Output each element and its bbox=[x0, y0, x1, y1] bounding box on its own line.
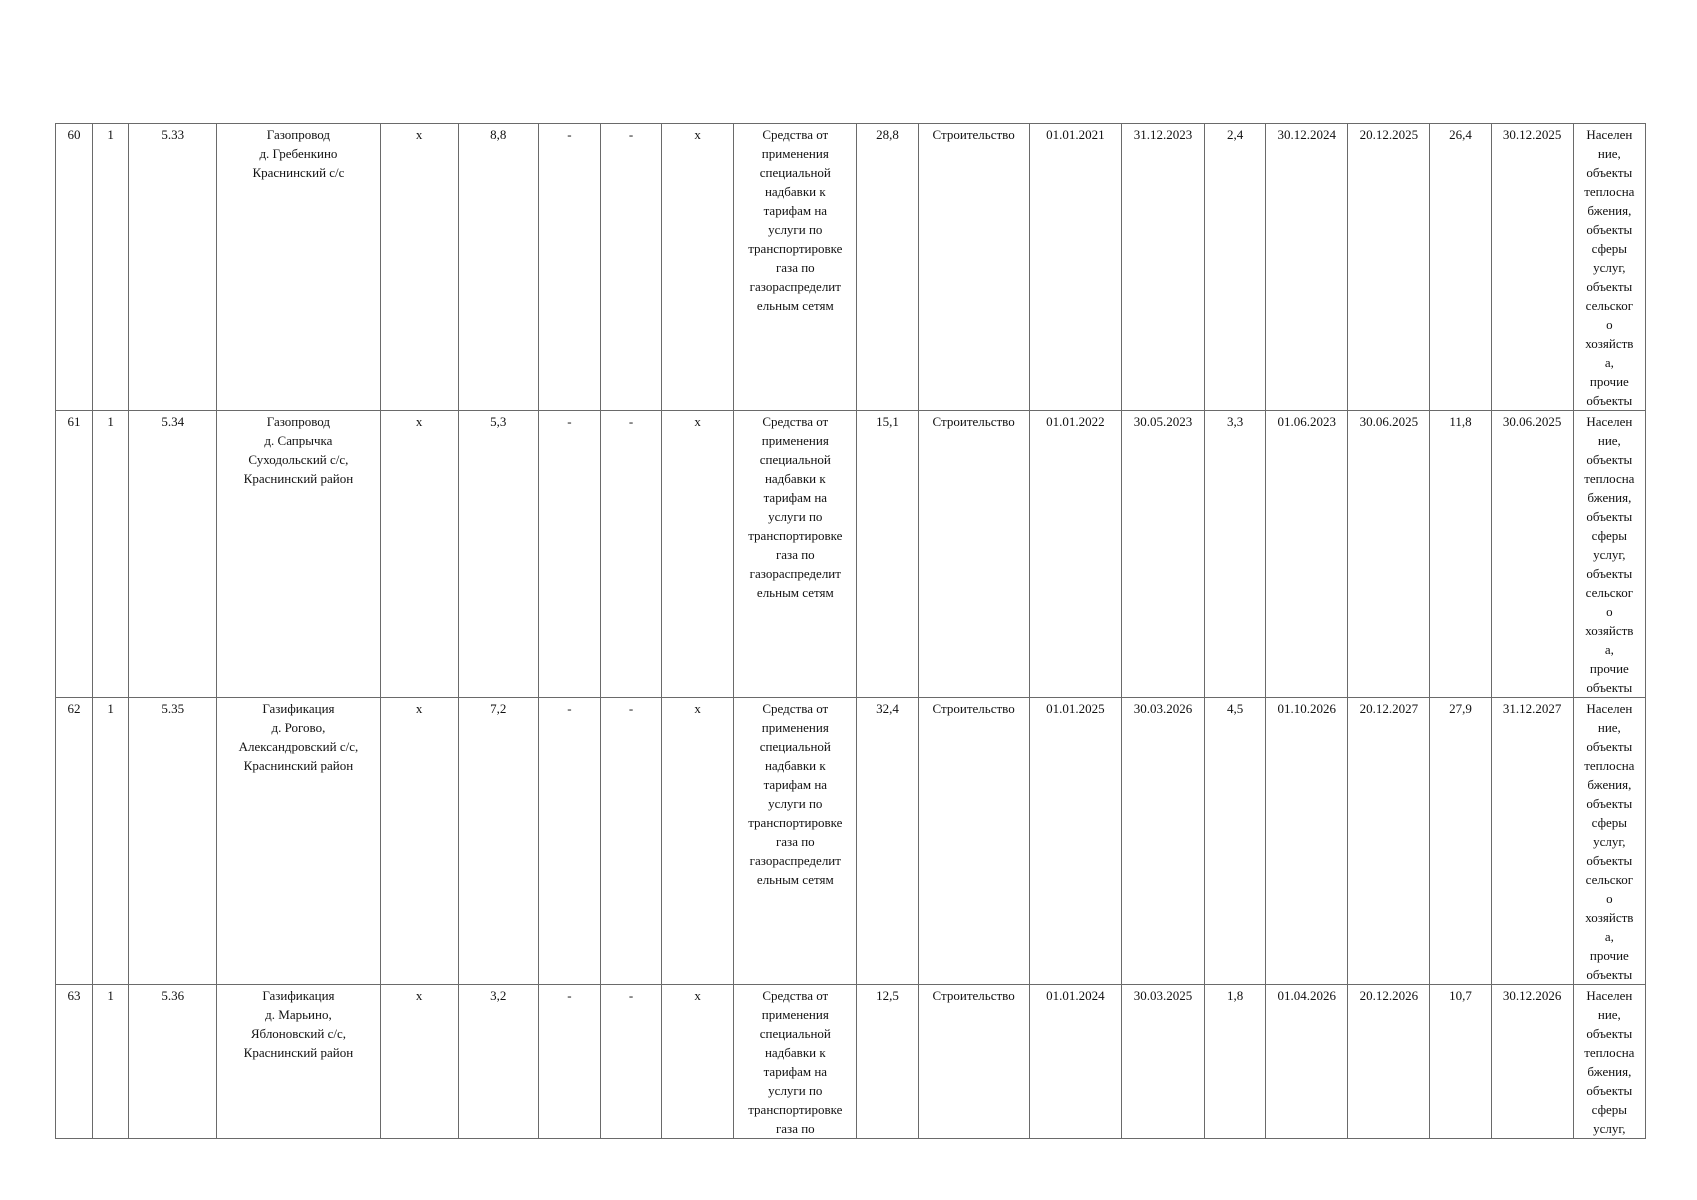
table-row bbox=[56, 698, 1646, 985]
dash-col-8-cell: - bbox=[600, 698, 661, 985]
design-start-date-cell: 01.01.2025 bbox=[1029, 698, 1121, 985]
funding-source-cell: Средства от применения специальной надбавки к тарифам на услуги по транспортировке газа по газораспределит ельным сетям bbox=[734, 698, 857, 985]
mark-col-9-cell: x bbox=[662, 698, 734, 985]
dash-col-7-cell: - bbox=[538, 411, 600, 698]
design-start-date-cell: 01.01.2022 bbox=[1029, 411, 1121, 698]
construction-end-date-cell: 30.06.2025 bbox=[1348, 411, 1430, 698]
row-count-cell: 1 bbox=[93, 985, 129, 1139]
row-number-cell: 62 bbox=[56, 698, 93, 985]
work-type-cell: Строительство bbox=[918, 124, 1029, 411]
construction-cost-cell: 10,7 bbox=[1430, 985, 1491, 1139]
pipeline-length-cell: 8,8 bbox=[458, 124, 538, 411]
commissioning-date-cell: 30.06.2025 bbox=[1491, 411, 1573, 698]
construction-start-date-cell: 30.12.2024 bbox=[1266, 124, 1348, 411]
mark-col-9-cell: x bbox=[662, 985, 734, 1139]
design-end-date-cell: 30.03.2025 bbox=[1121, 985, 1204, 1139]
project-name-cell: Газопровод д. Гребенкино Краснинский с/с bbox=[217, 124, 380, 411]
construction-end-date-cell: 20.12.2026 bbox=[1348, 985, 1430, 1139]
project-code-cell: 5.36 bbox=[129, 985, 217, 1139]
commissioning-date-cell: 30.12.2025 bbox=[1491, 124, 1573, 411]
mark-col-9-cell: x bbox=[662, 411, 734, 698]
mark-col-5-cell: x bbox=[380, 698, 458, 985]
work-type-cell: Строительство bbox=[918, 985, 1029, 1139]
project-name-cell: Газопровод д. Сапрычка Суходольский с/с, Краснинский район bbox=[217, 411, 380, 698]
table-row bbox=[56, 411, 1646, 698]
total-cost-cell: 12,5 bbox=[857, 985, 918, 1139]
project-code-cell: 5.34 bbox=[129, 411, 217, 698]
pipeline-length-cell: 5,3 bbox=[458, 411, 538, 698]
design-end-date-cell: 30.05.2023 bbox=[1121, 411, 1204, 698]
consumer-categories-cell: Населен ние, объекты теплосна бжения, объекты сферы услуг, объекты сельског о хозяйств а, прочие объекты bbox=[1573, 698, 1645, 985]
commissioning-date-cell: 30.12.2026 bbox=[1491, 985, 1573, 1139]
project-code-cell: 5.35 bbox=[129, 698, 217, 985]
row-number-cell: 60 bbox=[56, 124, 93, 411]
funding-source-cell: Средства от применения специальной надбавки к тарифам на услуги по транспортировке газа по bbox=[734, 985, 857, 1139]
design-cost-cell: 1,8 bbox=[1205, 985, 1266, 1139]
mark-col-5-cell: x bbox=[380, 411, 458, 698]
gas-projects-table bbox=[55, 123, 1646, 1139]
funding-source-cell: Средства от применения специальной надбавки к тарифам на услуги по транспортировке газа по газораспределит ельным сетям bbox=[734, 124, 857, 411]
dash-col-8-cell: - bbox=[600, 411, 661, 698]
construction-cost-cell: 27,9 bbox=[1430, 698, 1491, 985]
work-type-cell: Строительство bbox=[918, 698, 1029, 985]
pipeline-length-cell: 3,2 bbox=[458, 985, 538, 1139]
construction-end-date-cell: 20.12.2025 bbox=[1348, 124, 1430, 411]
total-cost-cell: 32,4 bbox=[857, 698, 918, 985]
design-cost-cell: 2,4 bbox=[1205, 124, 1266, 411]
dash-col-7-cell: - bbox=[538, 124, 600, 411]
row-count-cell: 1 bbox=[93, 698, 129, 985]
project-name-cell: Газификация д. Рогово, Александровский с/с, Краснинский район bbox=[217, 698, 380, 985]
construction-start-date-cell: 01.04.2026 bbox=[1266, 985, 1348, 1139]
commissioning-date-cell: 31.12.2027 bbox=[1491, 698, 1573, 985]
row-number-cell: 61 bbox=[56, 411, 93, 698]
work-type-cell: Строительство bbox=[918, 411, 1029, 698]
consumer-categories-cell: Населен ние, объекты теплосна бжения, объекты сферы услуг, объекты сельског о хозяйств а, прочие объекты bbox=[1573, 411, 1645, 698]
project-code-cell: 5.33 bbox=[129, 124, 217, 411]
pipeline-length-cell: 7,2 bbox=[458, 698, 538, 985]
dash-col-8-cell: - bbox=[600, 124, 661, 411]
design-cost-cell: 4,5 bbox=[1205, 698, 1266, 985]
dash-col-7-cell: - bbox=[538, 698, 600, 985]
row-count-cell: 1 bbox=[93, 411, 129, 698]
mark-col-9-cell: x bbox=[662, 124, 734, 411]
design-start-date-cell: 01.01.2021 bbox=[1029, 124, 1121, 411]
mark-col-5-cell: x bbox=[380, 124, 458, 411]
dash-col-8-cell: - bbox=[600, 985, 661, 1139]
design-cost-cell: 3,3 bbox=[1205, 411, 1266, 698]
construction-cost-cell: 11,8 bbox=[1430, 411, 1491, 698]
consumer-categories-cell: Населен ние, объекты теплосна бжения, объекты сферы услуг, объекты сельског о хозяйств а, прочие объекты bbox=[1573, 124, 1645, 411]
total-cost-cell: 28,8 bbox=[857, 124, 918, 411]
design-end-date-cell: 30.03.2026 bbox=[1121, 698, 1204, 985]
consumer-categories-cell: Населен ние, объекты теплосна бжения, объекты сферы услуг, bbox=[1573, 985, 1645, 1139]
design-end-date-cell: 31.12.2023 bbox=[1121, 124, 1204, 411]
construction-start-date-cell: 01.10.2026 bbox=[1266, 698, 1348, 985]
construction-start-date-cell: 01.06.2023 bbox=[1266, 411, 1348, 698]
dash-col-7-cell: - bbox=[538, 985, 600, 1139]
row-count-cell: 1 bbox=[93, 124, 129, 411]
funding-source-cell: Средства от применения специальной надбавки к тарифам на услуги по транспортировке газа по газораспределит ельным сетям bbox=[734, 411, 857, 698]
total-cost-cell: 15,1 bbox=[857, 411, 918, 698]
construction-cost-cell: 26,4 bbox=[1430, 124, 1491, 411]
table-row bbox=[56, 985, 1646, 1139]
document-page bbox=[55, 123, 1646, 1139]
table-row bbox=[56, 124, 1646, 411]
design-start-date-cell: 01.01.2024 bbox=[1029, 985, 1121, 1139]
row-number-cell: 63 bbox=[56, 985, 93, 1139]
project-name-cell: Газификация д. Марьино, Яблоновский с/с, Краснинский район bbox=[217, 985, 380, 1139]
mark-col-5-cell: x bbox=[380, 985, 458, 1139]
construction-end-date-cell: 20.12.2027 bbox=[1348, 698, 1430, 985]
